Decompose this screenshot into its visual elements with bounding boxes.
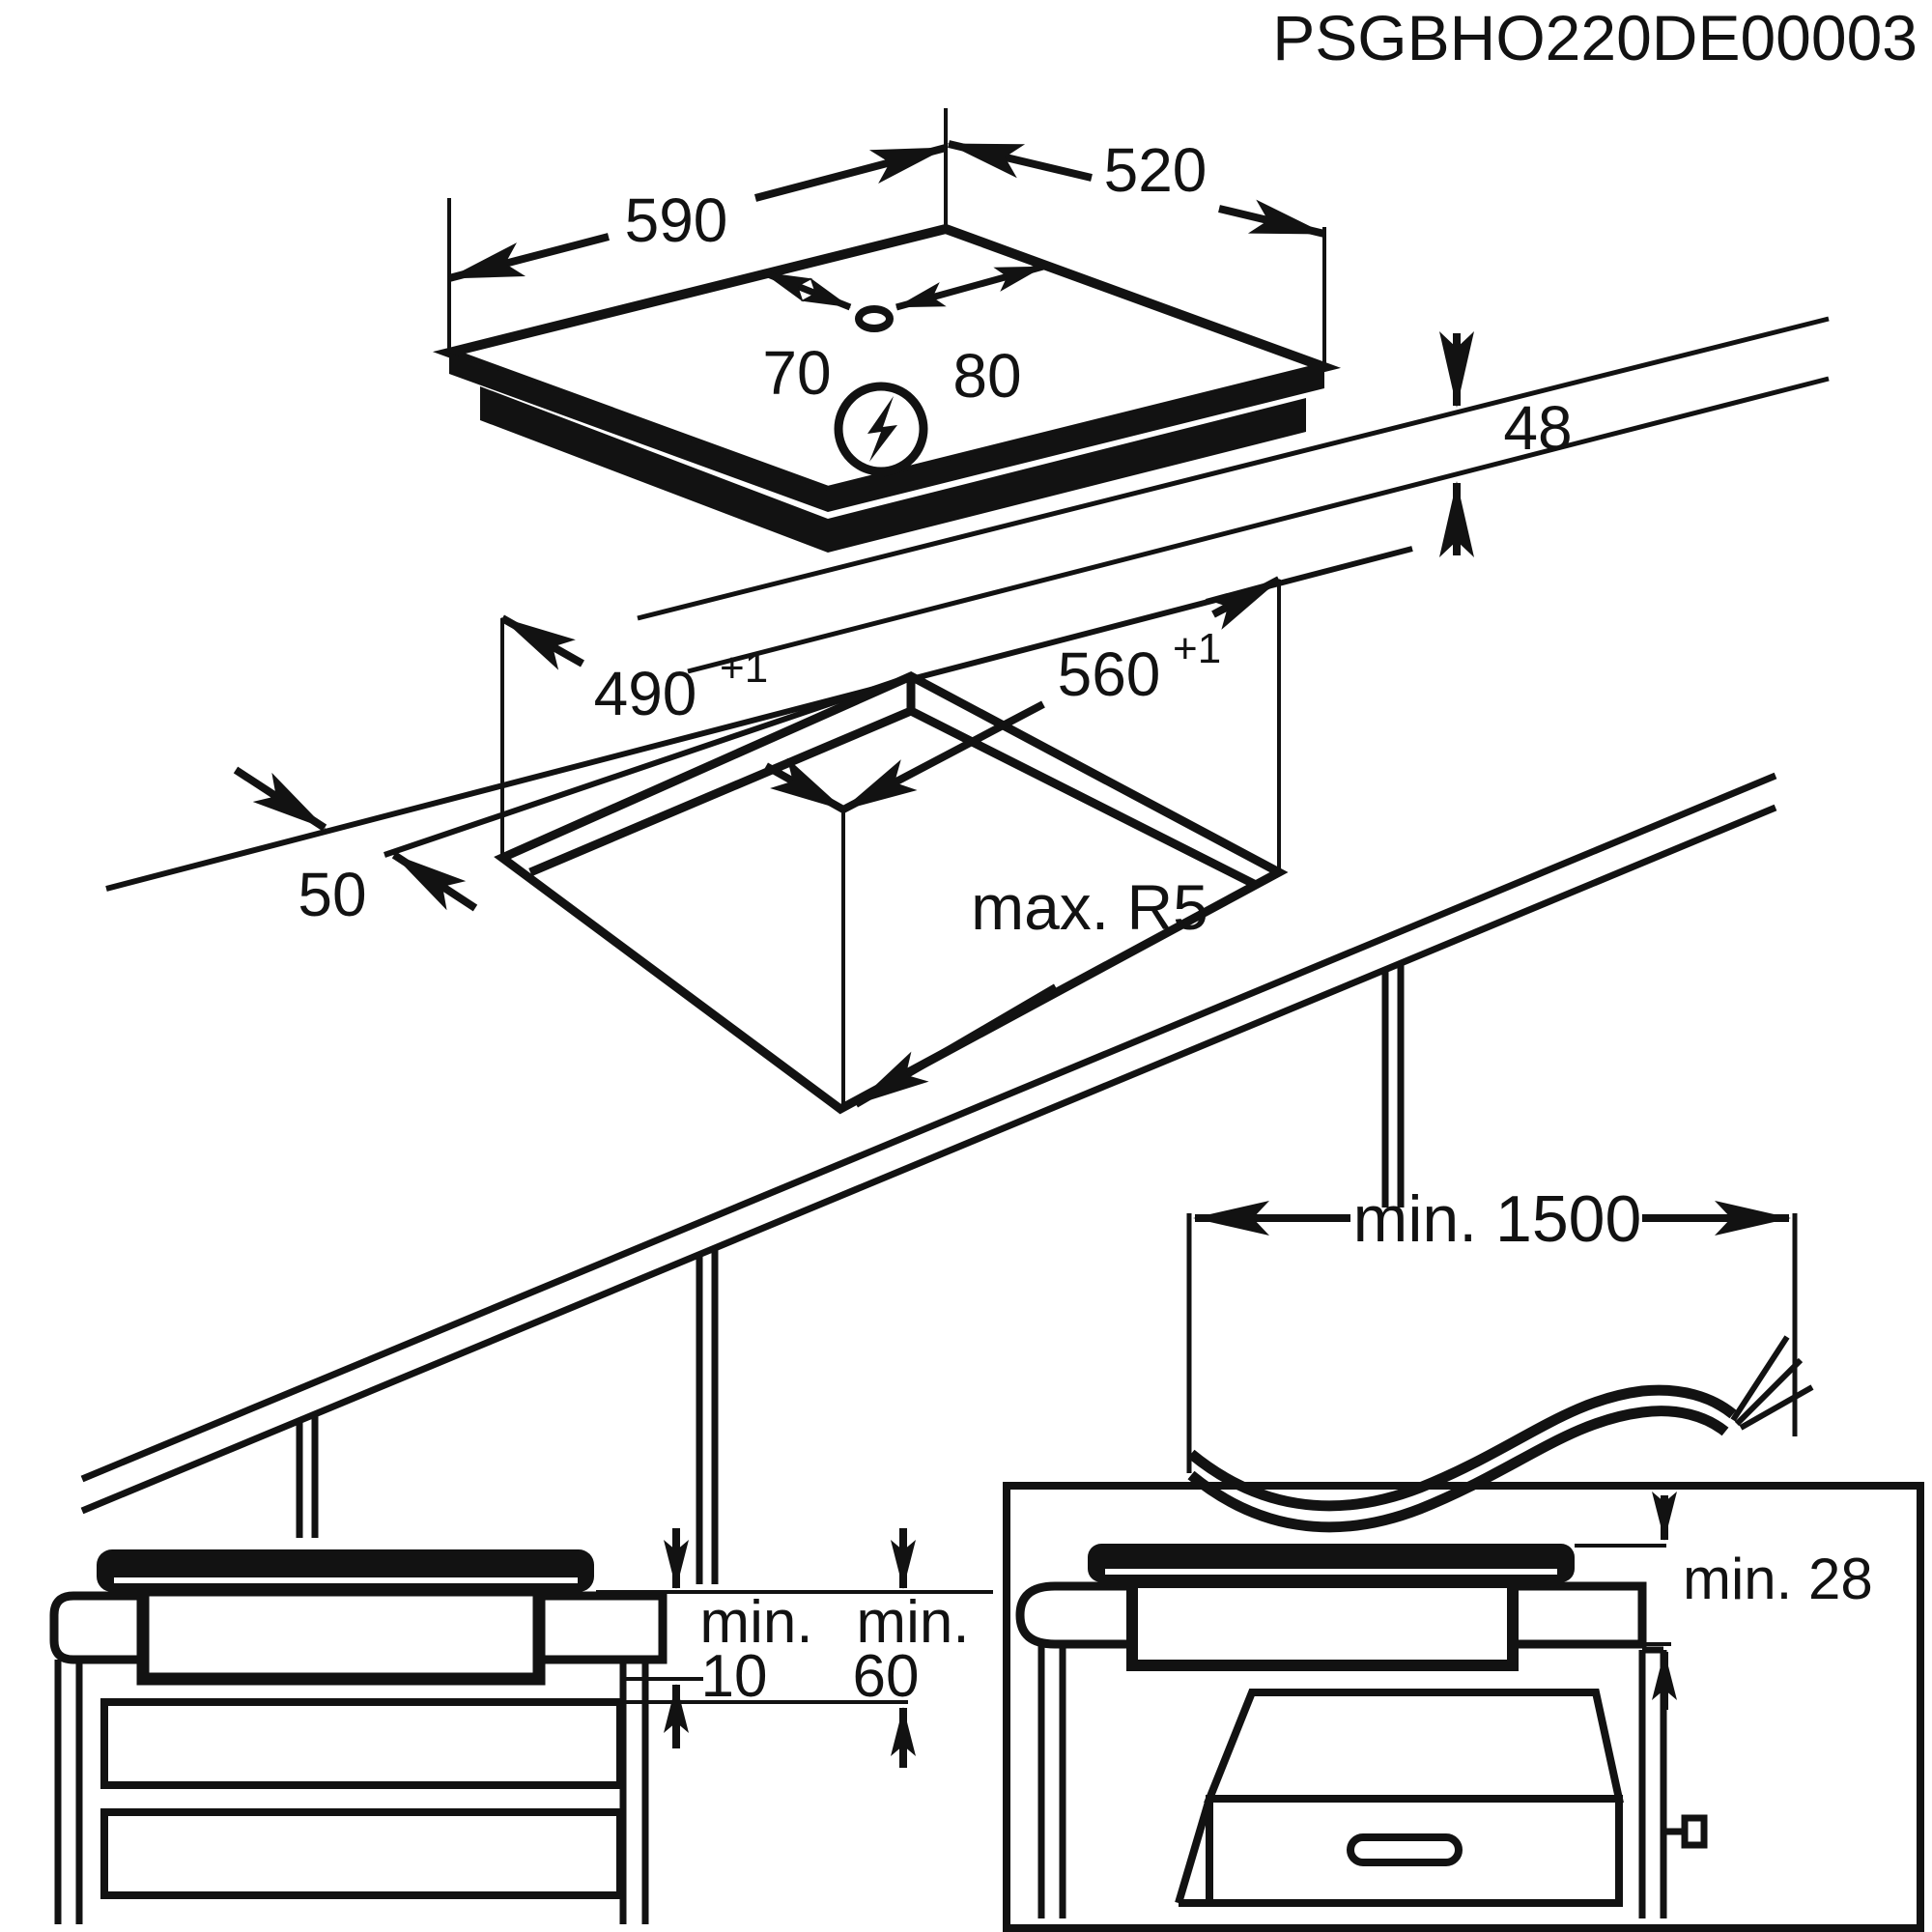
built-under-oven — [1179, 1692, 1619, 1903]
title-block — [1272, 2, 1918, 73]
hob-isometric-view — [449, 108, 1829, 671]
clearance-side-view — [54, 1528, 993, 1924]
cable-length-label: min. 1500 — [1352, 1182, 1642, 1256]
worktop-cutout-view — [82, 549, 1776, 1584]
cutout-depth-label: 490 — [593, 659, 697, 728]
cable-length-view — [1189, 1182, 1812, 1527]
dimension-line — [1219, 209, 1324, 234]
cutout-width-tolerance: +1 — [1173, 625, 1222, 672]
cable-offset-right-label: 80 — [952, 341, 1022, 411]
dimension-line — [449, 237, 609, 278]
arrow — [394, 855, 475, 908]
dimension-line — [949, 144, 1092, 178]
cable-offset-left-label: 70 — [762, 338, 832, 408]
dimension-520 — [949, 135, 1324, 234]
oven-top-face — [1209, 1692, 1619, 1799]
cutout-depth-tolerance: +1 — [720, 644, 769, 692]
oven-clearance-view — [1007, 1486, 1920, 1928]
hob-height-label: 48 — [1503, 393, 1573, 463]
power-symbol — [838, 386, 923, 471]
min-28-label: min. 28 — [1683, 1547, 1873, 1611]
hob-body-profile — [1132, 1582, 1513, 1665]
oven-handle — [1350, 1837, 1459, 1862]
min-label-2: min. — [856, 1589, 970, 1656]
min-60-value: 60 — [852, 1643, 920, 1710]
cable-wires-icon — [1733, 1337, 1812, 1428]
cutout-width-label: 560 — [1057, 639, 1161, 709]
corner-radius-label: max. R5 — [971, 871, 1208, 943]
oven-side-edge — [1179, 1799, 1209, 1903]
drawer-front — [104, 1702, 620, 1785]
dimension-line — [755, 148, 946, 198]
dimension-50 — [236, 770, 475, 929]
arrow — [236, 770, 325, 828]
min-label-1: min. — [699, 1589, 813, 1656]
drawing-code: PSGBHO220DE00003 — [1272, 2, 1918, 73]
rear-distance-label: 50 — [298, 860, 367, 929]
dimension-line — [502, 618, 582, 664]
fixing-knob — [1685, 1818, 1704, 1845]
hob-depth-label: 520 — [1103, 135, 1208, 205]
cable-entry-hole — [859, 309, 890, 328]
dimension-min-28 — [1664, 1495, 1873, 1710]
hob-width-label: 590 — [624, 185, 728, 255]
drawer-front — [104, 1812, 620, 1895]
hob-body-profile — [143, 1590, 539, 1679]
dimension-min-60 — [853, 1528, 970, 1768]
min-10-value: 10 — [700, 1643, 768, 1710]
